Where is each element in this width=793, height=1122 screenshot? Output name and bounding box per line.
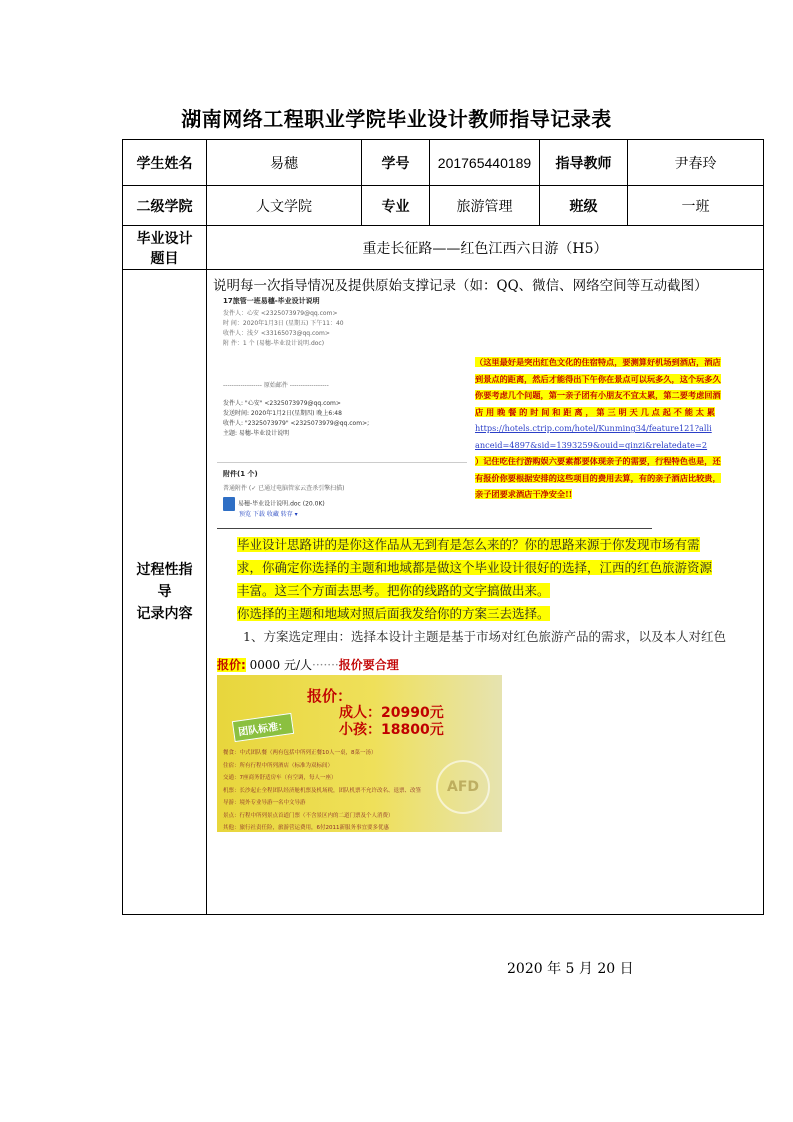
table-row	[123, 226, 764, 270]
teacher-note	[475, 354, 735, 526]
table-row	[123, 140, 764, 186]
guidance-line: 你选择的主题和地域对照后面我发给你的方案三去选择。	[237, 606, 550, 621]
guidance-line: 求，你确定你选择的主题和地域都是做这个毕业设计很好的选择，江西的红色旅游资源	[237, 560, 713, 575]
attachments-title: 附件(1 个)	[223, 470, 258, 478]
student-id-label: 学号	[362, 140, 430, 186]
advisor-name: 尹春玲	[628, 140, 764, 186]
divider	[217, 528, 652, 529]
note-line: 有报价你要根据安排的这些项目的费用去算，有的亲子酒店比较贵，	[475, 472, 721, 483]
price-line	[217, 656, 399, 673]
email-orig-header: ------------------ 原始邮件 ------------------	[223, 382, 329, 389]
table-row	[123, 186, 764, 226]
price-value: 0000 元/人	[245, 658, 313, 672]
price-dots: ·······	[312, 658, 339, 672]
topic-label-line: 毕业设计	[136, 230, 193, 247]
college: 人文学院	[207, 186, 362, 226]
student-id: 201765440189	[430, 140, 540, 186]
price-banner	[217, 675, 502, 832]
guidance-line: 毕业设计思路讲的是你这作品从无到有是怎么来的？你的思路来源于你发现市场有需	[237, 537, 700, 552]
process-label-line: 导	[157, 584, 172, 600]
note-line: 你要考虑几个问题，第一亲子团有小朋友不宜太累，第二要考虑回酒	[475, 390, 721, 400]
table-row	[123, 270, 764, 915]
email-orig-time: 发送时间: 2020年1月2日(星期四) 晚上6:48	[223, 410, 342, 417]
note-line: （这里最好是突出红色文化的住宿特点，要测算好机场到酒店，酒店	[475, 357, 721, 367]
email-from: 发件人：心安 <2325073979@qq.com>	[223, 310, 338, 317]
guidance-line: 丰富。这三个方面去思考。把你的线路的文字搞做出来。	[237, 583, 550, 598]
email-orig-to: 收件人: "2325073979" <2325073979@qq.com>;	[223, 420, 370, 427]
record-date: 2020 年 5 月 20 日	[507, 961, 634, 977]
email-screenshot	[217, 294, 467, 524]
topic-title: 重走长征路——红色江西六日游（H5）	[207, 226, 764, 270]
page-title: 湖南网络工程职业学院毕业设计教师指导记录表	[181, 107, 612, 131]
plan-reason-line: 1、方案选定理由：选择本设计主题是基于市场对红色旅游产品的需求，以及本人对红色	[243, 629, 726, 644]
college-label: 二级学院	[123, 186, 207, 226]
process-content	[207, 270, 764, 915]
content-description: 说明每一次指导情况及提供原始支撑记录（如：QQ、微信、网络空间等互动截图）	[213, 278, 708, 294]
banner-item: 餐食：中式团队餐（两有包括中所列正餐10人一桌，8菜一汤）	[223, 750, 377, 756]
attachment-actions[interactable]: 预览 下载 收藏 转存 ▾	[239, 511, 298, 518]
guidance-block	[217, 528, 726, 648]
price-label: 报价:	[217, 658, 246, 672]
price-remark: 报价要合理	[338, 658, 399, 672]
note-line: ）记住吃住行游购娱六要素都要体现亲子的需要，行程特色也是，还	[475, 456, 721, 466]
process-label	[123, 270, 207, 915]
doc-file-icon	[223, 497, 235, 511]
note-line: 店 用 晚 餐 的 时 间 和 距 离 ， 第 三 明 天 几 点 起 不 能 太 累	[475, 406, 715, 417]
email-attach-line: 附 件：1 个 (易穗-毕业设计说明.doc)	[223, 340, 325, 347]
major: 旅游管理	[430, 186, 540, 226]
banner-item: 机票：长沙起止全程团队经济舱机票及机场税，团队机票不允许改名、退票、改签	[223, 787, 422, 794]
student-name-label: 学生姓名	[123, 140, 207, 186]
banner-item: 交通：7座商务舒适房车（有空调，每人一座）	[223, 775, 337, 781]
advisor-label: 指导教师	[540, 140, 628, 186]
record-table	[122, 139, 764, 915]
banner-item: 其他：旅行社责任险，旅游营运费用，6付2011新服务事宜要多优惠	[223, 825, 389, 831]
banner-item: 导游：境外专业导游一名中文导游	[223, 800, 306, 806]
email-orig-subject: 主题: 易穗-毕业设计说明	[223, 430, 290, 437]
topic-label	[123, 226, 207, 270]
hotel-link[interactable]: https://hotels.ctrip.com/hotel/Kunming34/feature121?alli	[475, 423, 712, 433]
email-attachments	[217, 462, 467, 533]
note-line: 到景点的距离，然后才能得出下午你在景点可以玩多久，这个玩多久	[475, 373, 721, 384]
attachment-file[interactable]: 易穗-毕业设计说明.doc (20.0K)	[223, 497, 325, 511]
banner-items	[223, 747, 421, 832]
class-label: 班级	[540, 186, 628, 226]
process-label-line: 过程性指	[136, 562, 193, 578]
agency-logo: AFD	[436, 760, 490, 814]
note-line: 亲子团要求酒店干净安全!!	[475, 489, 573, 499]
hotel-link[interactable]: anceid=4897&sid=1393259&ouid=qinzi&relatedate=2	[475, 439, 708, 450]
email-time: 时 间：2020年1月3日 (星期五) 下午11：40	[223, 320, 344, 327]
email-to: 收件人：浅夕 <33165073@qq.com>	[223, 330, 330, 337]
email-subject: 17旅管一班易穗-毕业设计说明	[223, 297, 320, 305]
major-label: 专业	[362, 186, 430, 226]
banner-title: 报价：	[307, 687, 353, 705]
topic-label-line: 题目	[150, 250, 179, 267]
student-name: 易穗	[207, 140, 362, 186]
banner-adult-price: 成人：20990元	[339, 705, 444, 721]
banner-item: 住宿：所有行程中所列酒店（标准为双标间）	[223, 762, 334, 769]
class: 一班	[628, 186, 764, 226]
email-orig-from: 发件人: "心安" <2325073979@qq.com>	[223, 400, 341, 407]
banner-item: 景点：行程中所列景点首道门票（不含景区内的二道门票及个人消费）	[223, 812, 394, 819]
banner-child-price: 小孩：18800元	[339, 722, 444, 738]
process-label-line: 记录内容	[136, 606, 193, 622]
attachments-note: 普通附件 (✓ 已通过电脑管家云查杀引擎扫描)	[223, 485, 345, 492]
banner-tag: 团队标准：	[232, 713, 294, 742]
